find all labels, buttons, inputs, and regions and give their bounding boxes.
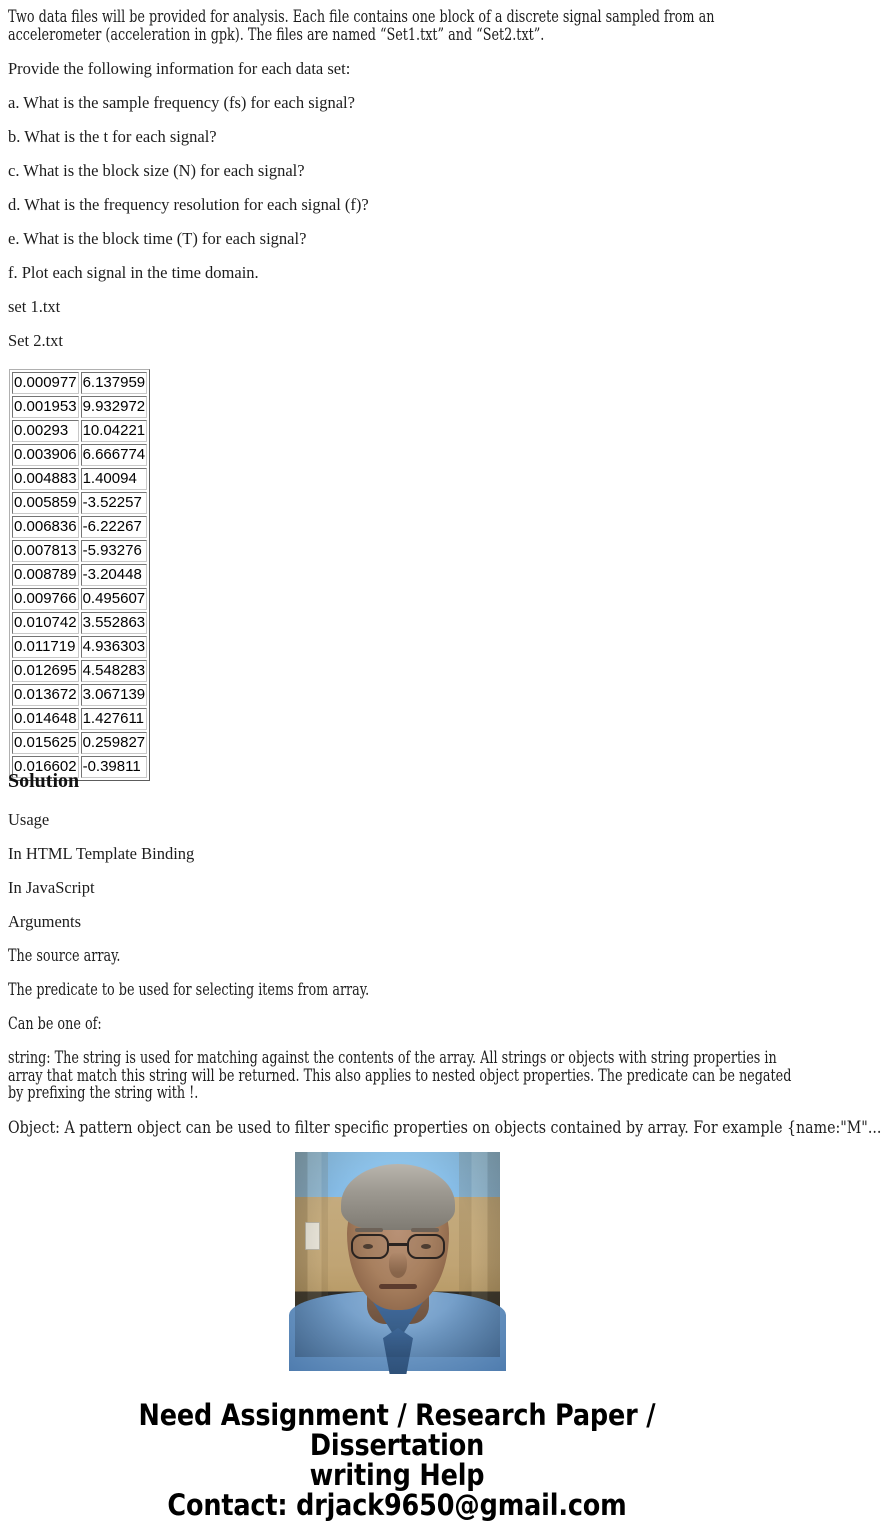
table-row xyxy=(12,564,147,586)
signal-data-table-wrapper xyxy=(9,369,150,781)
solution-heading: Solution xyxy=(8,770,80,792)
table-row xyxy=(12,660,147,682)
promo-banner xyxy=(0,1400,794,1520)
table-row xyxy=(12,684,147,706)
solution-line-javascript: In JavaScript xyxy=(8,878,95,897)
promo-line-2: writing Help xyxy=(309,1458,485,1492)
solution-line-usage: Usage xyxy=(8,810,50,829)
table-row xyxy=(12,372,147,394)
cell-value: 1.40094 xyxy=(81,468,148,490)
cell-value: -5.93276 xyxy=(81,540,148,562)
cell-time: 0.006836 xyxy=(12,516,79,538)
cell-value: 9.932972 xyxy=(81,396,148,418)
table-row xyxy=(12,540,147,562)
avatar-vignette xyxy=(295,1152,500,1357)
cell-time: 0.015625 xyxy=(12,732,79,754)
solution-line-html-binding: In HTML Template Binding xyxy=(8,844,195,863)
question-d: d. What is the frequency resolution for each signal (f)? xyxy=(8,195,369,214)
cell-time: 0.005859 xyxy=(12,492,79,514)
cell-time: 0.010742 xyxy=(12,612,79,634)
cell-time: 0.013672 xyxy=(12,684,79,706)
cell-time: 0.001953 xyxy=(12,396,79,418)
question-f: f. Plot each signal in the time domain. xyxy=(8,263,259,282)
signal-data-table xyxy=(9,369,150,781)
object-predicate-text: Object: A pattern object can be used to filter specific properties on objects contained by array. For example {name:"M"... xyxy=(8,1118,881,1137)
solution-line-arguments: Arguments xyxy=(8,912,82,931)
intro-paragraph: Two data files will be provided for analysis. Each file contains one block of a discrete signal sampled from an accelerometer (acceleration in gpk). The files are named “Set1.txt” and “Set2.txt”. xyxy=(8,7,715,44)
solution-line-can-be-one-of: Can be one of: xyxy=(8,1014,102,1033)
cell-time: 0.003906 xyxy=(12,444,79,466)
question-e: e. What is the block time (T) for each signal? xyxy=(8,229,307,248)
cell-value: 3.067139 xyxy=(81,684,148,706)
table-row xyxy=(12,468,147,490)
signal-data-table-body xyxy=(12,372,147,778)
cell-value: 10.04221 xyxy=(81,420,148,442)
table-row xyxy=(12,732,147,754)
string-predicate-paragraph: string: The string is used for matching against the contents of the array. All strings or objects with string properties in array that match this string will be returned. This also applies to nested object properties. The predicate can be negated by prefixing the string with !. xyxy=(8,1048,792,1102)
avatar xyxy=(295,1152,500,1357)
table-row xyxy=(12,612,147,634)
cell-value: 0.259827 xyxy=(81,732,148,754)
solution-line-predicate: The predicate to be used for selecting items from array. xyxy=(8,980,370,999)
cell-time: 0.007813 xyxy=(12,540,79,562)
cell-time: 0.014648 xyxy=(12,708,79,730)
cell-time: 0.011719 xyxy=(12,636,79,658)
cell-value: 4.936303 xyxy=(81,636,148,658)
table-row xyxy=(12,420,147,442)
cell-value: 6.666774 xyxy=(81,444,148,466)
object-predicate-paragraph-clipped xyxy=(8,1118,881,1137)
table-row xyxy=(12,588,147,610)
cell-value: -6.22267 xyxy=(81,516,148,538)
cell-value: 4.548283 xyxy=(81,660,148,682)
file-label-set1: set 1.txt xyxy=(8,297,61,316)
cell-value: 0.495607 xyxy=(81,588,148,610)
cell-value: 3.552863 xyxy=(81,612,148,634)
solution-line-source-array: The source array. xyxy=(8,946,121,965)
cell-time: 0.009766 xyxy=(12,588,79,610)
cell-value: 6.137959 xyxy=(81,372,148,394)
promo-line-3: Contact: drjack9650@gmail.com xyxy=(167,1488,627,1522)
cell-time: 0.012695 xyxy=(12,660,79,682)
table-row xyxy=(12,708,147,730)
cell-time: 0.000977 xyxy=(12,372,79,394)
file-label-set2: Set 2.txt xyxy=(8,331,64,350)
question-c: c. What is the block size (N) for each signal? xyxy=(8,161,305,180)
table-row xyxy=(12,444,147,466)
cell-value: -3.52257 xyxy=(81,492,148,514)
table-row xyxy=(12,636,147,658)
cell-time: 0.00293 xyxy=(12,420,79,442)
question-a: a. What is the sample frequency (fs) for each signal? xyxy=(8,93,355,112)
table-row xyxy=(12,516,147,538)
cell-time: 0.004883 xyxy=(12,468,79,490)
table-row xyxy=(12,492,147,514)
cell-value: -0.39811 xyxy=(81,756,148,778)
cell-value: -3.20448 xyxy=(81,564,148,586)
prompt-paragraph: Provide the following information for each data set: xyxy=(8,59,351,78)
table-row xyxy=(12,396,147,418)
cell-time: 0.016602 xyxy=(12,756,79,778)
question-b: b. What is the t for each signal? xyxy=(8,127,217,146)
cell-value: 1.427611 xyxy=(81,708,148,730)
promo-line-1: Need Assignment / Research Paper / Dissertation xyxy=(138,1398,656,1462)
cell-time: 0.008789 xyxy=(12,564,79,586)
